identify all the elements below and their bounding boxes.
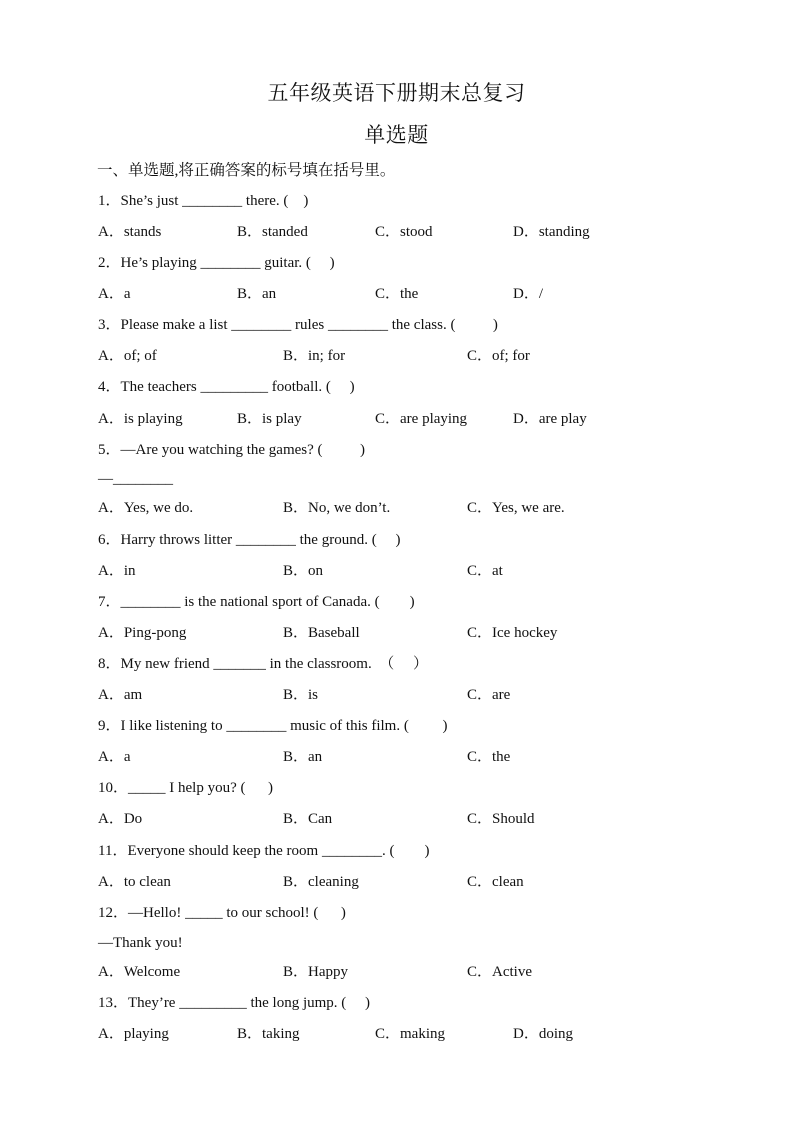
question-12-reply: —Thank you! (98, 935, 183, 951)
option-c: C．Ice hockey (467, 625, 558, 641)
question-8: 8．My new friend _______ in the classroom. （ ） (98, 656, 428, 672)
option-a: A．stands (98, 224, 162, 240)
option-c: C．Active (467, 964, 532, 980)
question-6: 6．Harry throws litter ________ the ground. ( ) (98, 532, 401, 548)
option-c: C．at (467, 563, 503, 579)
option-b: B．is play (237, 411, 302, 427)
option-a: A．a (98, 749, 131, 765)
options-9 (98, 747, 718, 767)
option-a: A．Ping-pong (98, 625, 187, 641)
option-b: B．taking (237, 1026, 300, 1042)
option-c: C．stood (375, 224, 433, 240)
option-c: C．are (467, 687, 511, 703)
option-b: B．is (283, 687, 319, 703)
options-5 (98, 498, 718, 518)
options-12 (98, 962, 718, 982)
page-subtitle: 单选题 (364, 123, 429, 147)
option-c: C．clean (467, 874, 524, 890)
option-c: C．are playing (375, 411, 468, 427)
options-6 (98, 561, 718, 581)
option-a: A．a (98, 286, 131, 302)
question-5: 5．—Are you watching the games? ( ) (98, 442, 366, 458)
option-b: B．Happy (283, 964, 348, 980)
option-d: D．standing (513, 224, 590, 240)
option-c: C．making (375, 1026, 445, 1042)
option-a: A．Yes, we do. (98, 500, 194, 516)
option-b: B．Can (283, 811, 333, 827)
options-7 (98, 623, 718, 643)
question-5-reply: —________ (98, 471, 173, 487)
option-b: B．in; for (283, 348, 346, 364)
section-heading: 一、单选题,将正确答案的标号填在括号里。 (97, 162, 396, 179)
option-a: A．playing (98, 1026, 169, 1042)
option-a: A．is playing (98, 411, 183, 427)
option-b: B．on (283, 563, 324, 579)
option-c: C．Yes, we are. (467, 500, 565, 516)
question-11: 11．Everyone should keep the room ________. ( ) (98, 843, 430, 859)
page-title: 五年级英语下册期末总复习 (267, 81, 526, 105)
options-4 (98, 409, 718, 429)
question-10: 10．_____ I help you? ( ) (98, 780, 273, 796)
option-b: B．an (283, 749, 323, 765)
question-13: 13．They’re _________ the long jump. ( ) (98, 995, 371, 1011)
option-c: C．of; for (467, 348, 530, 364)
question-3: 3．Please make a list ________ rules ________ the class. ( ) (98, 317, 498, 333)
option-a: A．in (98, 563, 136, 579)
option-d: D．are play (513, 411, 587, 427)
option-c: C．the (375, 286, 419, 302)
options-11 (98, 872, 718, 892)
option-a: A．Do (98, 811, 143, 827)
options-8 (98, 685, 718, 705)
option-b: B．an (237, 286, 277, 302)
option-b: B．cleaning (283, 874, 359, 890)
question-12: 12．—Hello! _____ to our school! ( ) (98, 905, 346, 921)
option-a: A．Welcome (98, 964, 181, 980)
options-3 (98, 346, 718, 366)
option-b: B．Baseball (283, 625, 360, 641)
option-d: D．/ (513, 286, 544, 302)
question-4: 4．The teachers _________ football. ( ) (98, 379, 355, 395)
question-2: 2．He’s playing ________ guitar. ( ) (98, 255, 335, 271)
option-b: B．standed (237, 224, 308, 240)
options-10 (98, 809, 718, 829)
question-1: 1．She’s just ________ there. ( ) (98, 193, 309, 209)
option-a: A．am (98, 687, 143, 703)
option-a: A．of; of (98, 348, 157, 364)
option-c: C．Should (467, 811, 535, 827)
options-13 (98, 1024, 718, 1044)
options-1 (98, 222, 718, 242)
options-2 (98, 284, 718, 304)
option-a: A．to clean (98, 874, 171, 890)
option-b: B．No, we don’t. (283, 500, 391, 516)
question-9: 9．I like listening to ________ music of this film. ( ) (98, 718, 448, 734)
option-d: D．doing (513, 1026, 574, 1042)
option-c: C．the (467, 749, 511, 765)
question-7: 7．________ is the national sport of Canada. ( ) (98, 594, 415, 610)
